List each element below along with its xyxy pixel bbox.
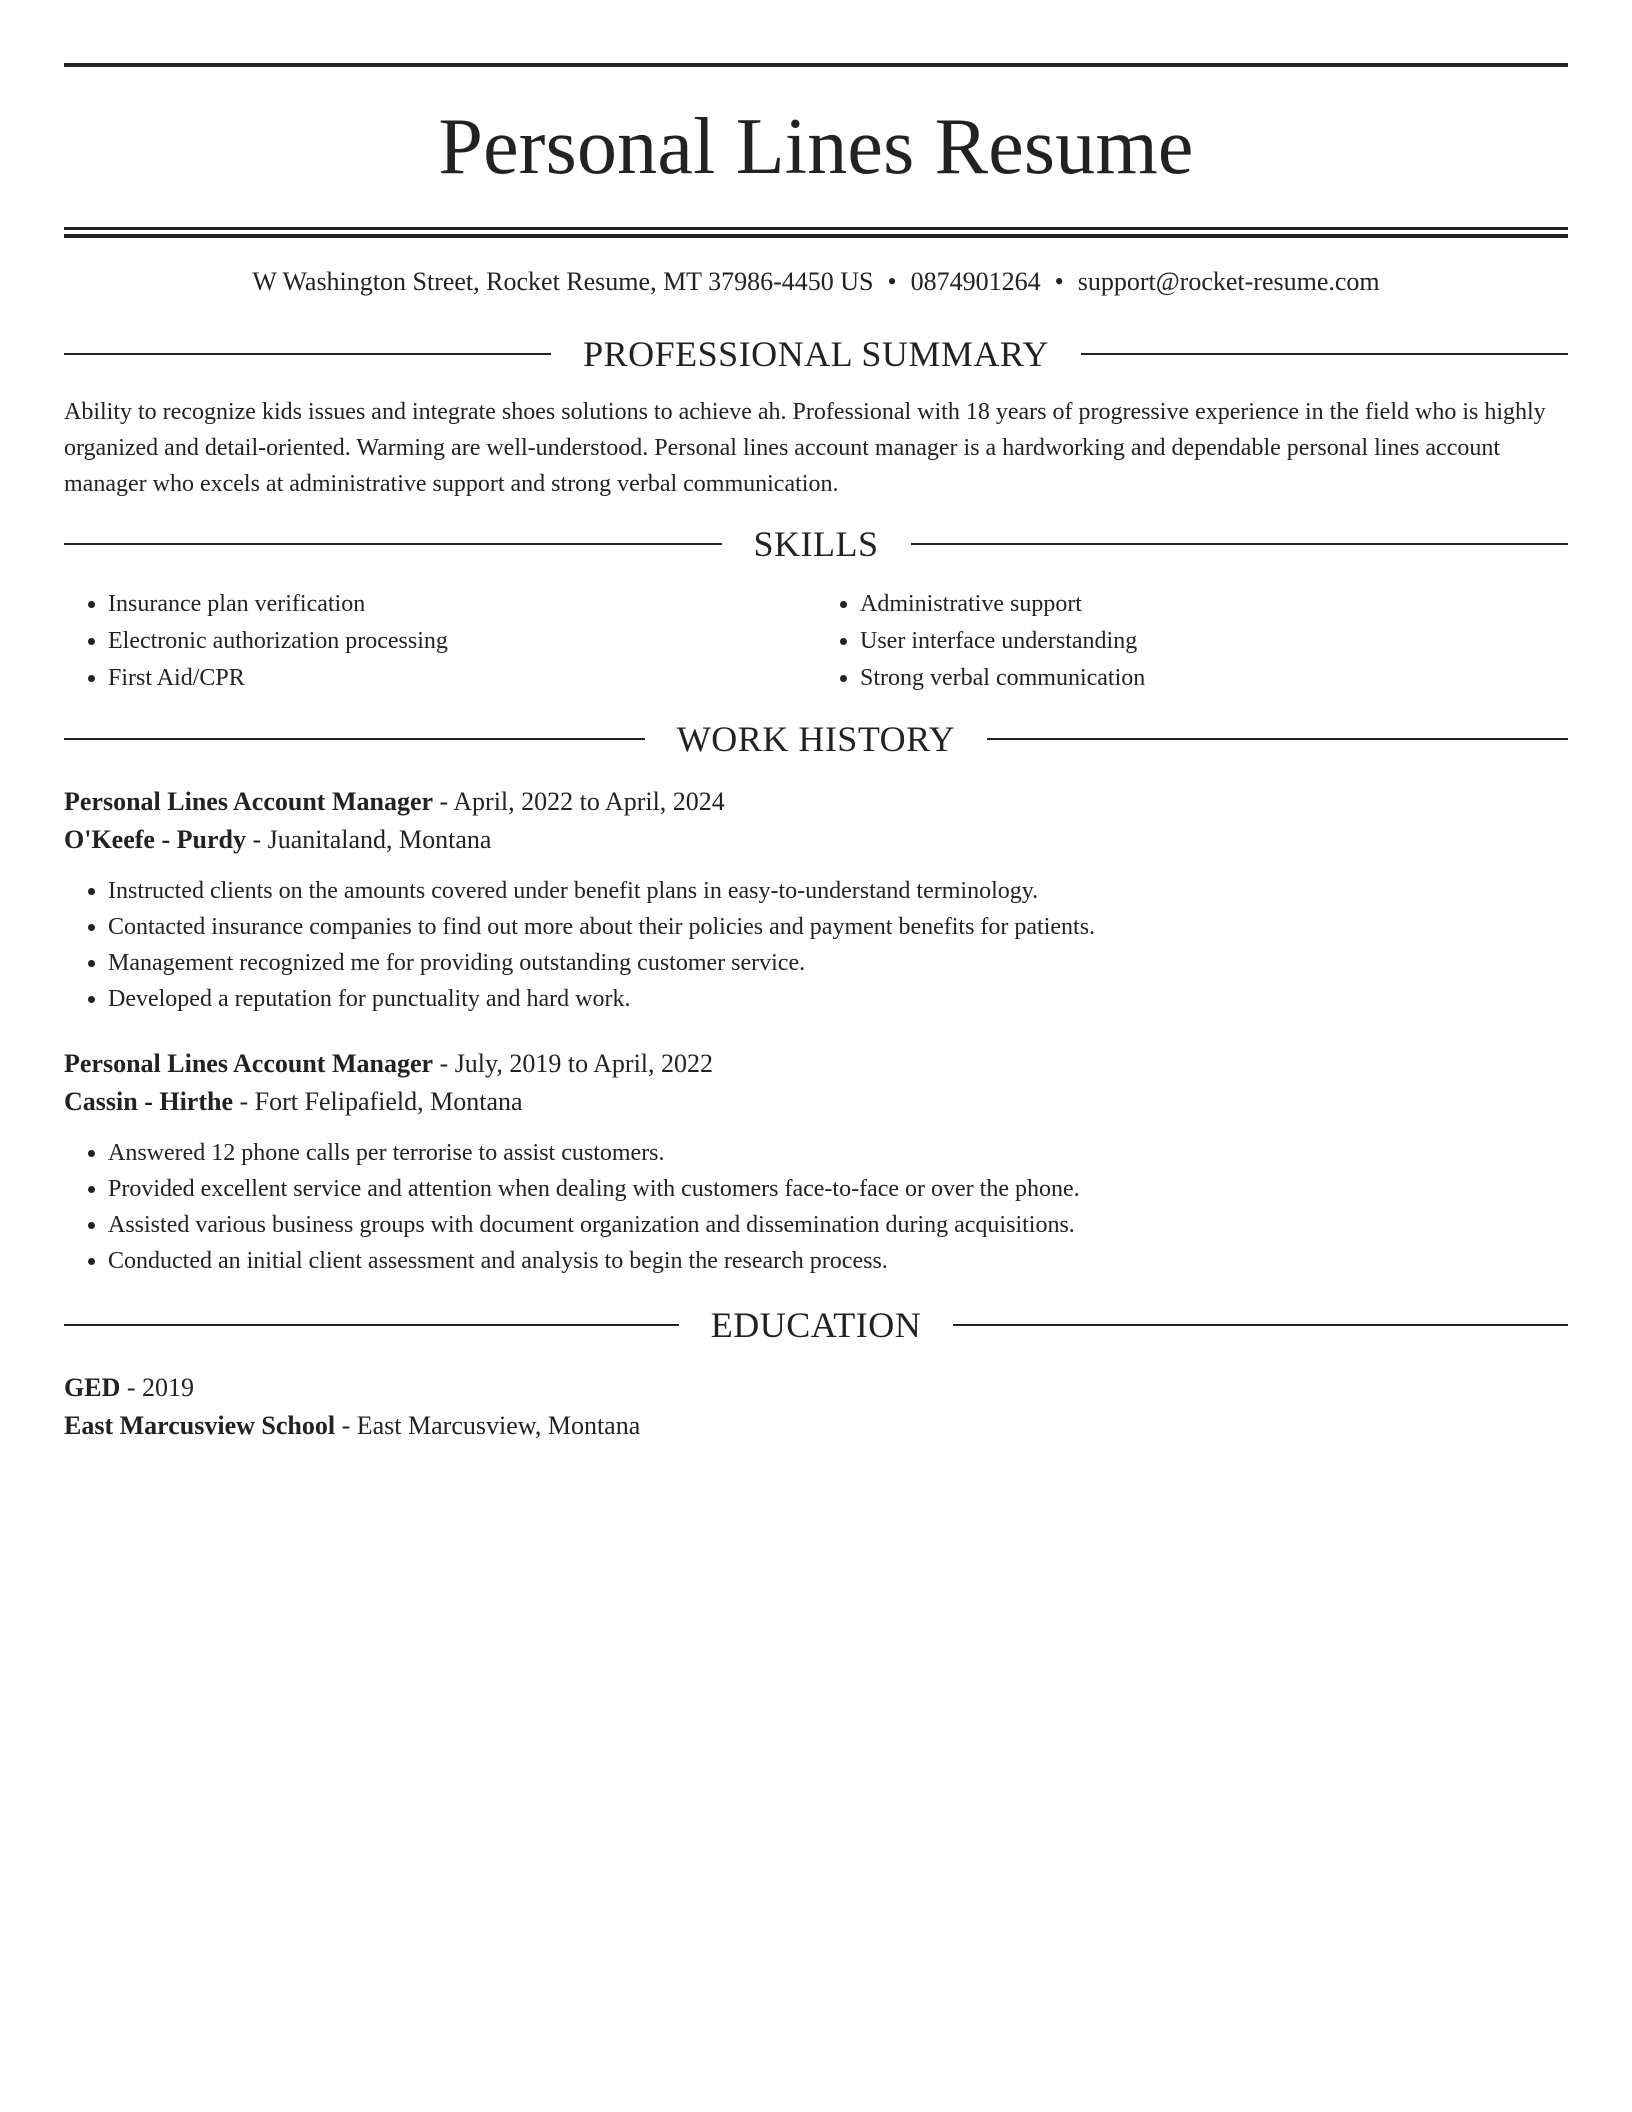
job-company: Cassin - Hirthe: [64, 1087, 233, 1116]
skill-item: • Electronic authorization processing: [108, 623, 816, 660]
job-company-line: [64, 821, 1568, 859]
job-company-line: [64, 1083, 1568, 1121]
top-rule: [64, 63, 1568, 67]
education-location: - East Marcusview, Montana: [335, 1411, 641, 1440]
section-divider: [64, 738, 645, 740]
skill-item: • Administrative support: [860, 586, 1568, 623]
summary-text: Ability to recognize kids issues and integrate shoes solutions to achieve ah. Professional with 18 years of progressive experience in the field who is highly organized and detail-oriented. Warming are well-understood. Personal lines account manager is a hardworking and dependable personal lines account manager who excels at administrative support and strong verbal communication.: [64, 399, 1546, 497]
job-bullet: • Assisted various business groups with document organization and dissemination during acquisitions.: [108, 1207, 1568, 1243]
job-bullet: • Provided excellent service and attention when dealing with customers face-to-face or over the phone.: [108, 1171, 1568, 1207]
section-divider: [911, 543, 1569, 545]
section-divider: [64, 1324, 679, 1326]
skills-column-right: [816, 586, 1568, 697]
skill-item: • First Aid/CPR: [108, 660, 816, 697]
section-divider: [953, 1324, 1568, 1326]
job-dates: - July, 2019 to April, 2022: [433, 1049, 714, 1078]
title-double-rule: [64, 227, 1568, 238]
job-location: - Fort Felipafield, Montana: [233, 1087, 523, 1116]
contact-line: [64, 264, 1568, 300]
job-bullet: • Conducted an initial client assessment and analysis to begin the research process.: [108, 1243, 1568, 1279]
contact-phone: 0874901264: [910, 267, 1041, 296]
section-divider: [64, 353, 551, 355]
contact-address: W Washington Street, Rocket Resume, MT 37986-4450 US: [252, 267, 874, 296]
page-title: Personal Lines Resume: [438, 103, 1194, 191]
job-company: O'Keefe - Purdy: [64, 825, 246, 854]
skills-section-header: [64, 522, 1568, 566]
job-bullet: • Contacted insurance companies to find out more about their policies and payment benefits for patients.: [108, 909, 1568, 945]
job-bullet: • Developed a reputation for punctuality and hard work.: [108, 981, 1568, 1017]
summary-heading: PROFESSIONAL SUMMARY: [583, 334, 1049, 374]
section-divider: [1081, 353, 1568, 355]
skills-column-left: [64, 586, 816, 697]
contact-separator: •: [1054, 267, 1064, 296]
education-section-header: [64, 1303, 1568, 1347]
job-bullets: [64, 873, 1568, 1017]
skill-item: • User interface understanding: [860, 623, 1568, 660]
job-location: - Juanitaland, Montana: [245, 825, 492, 854]
education-degree-line: [64, 1369, 1568, 1407]
job-title: Personal Lines Account Manager: [64, 1049, 434, 1078]
skills-list: [64, 586, 1568, 697]
education-school-line: [64, 1407, 1568, 1445]
job-title-line: [64, 1045, 1568, 1083]
work-heading: WORK HISTORY: [676, 719, 956, 759]
work-section-header: [64, 717, 1568, 761]
job-bullet: • Instructed clients on the amounts covered under benefit plans in easy-to-understand terminology.: [108, 873, 1568, 909]
section-divider: [64, 543, 722, 545]
education-degree: GED: [64, 1373, 121, 1402]
education-school: East Marcusview School: [64, 1411, 336, 1440]
job-bullet: • Management recognized me for providing outstanding customer service.: [108, 945, 1568, 981]
contact-email: support@rocket-resume.com: [1077, 267, 1380, 296]
job-title: Personal Lines Account Manager: [64, 787, 434, 816]
contact-separator: •: [887, 267, 897, 296]
skill-item: • Insurance plan verification: [108, 586, 816, 623]
summary-section-header: [64, 332, 1568, 376]
education-entry: [64, 1369, 1568, 1445]
job-title-line: [64, 783, 1568, 821]
job-entry: [64, 1045, 1568, 1279]
skill-item: • Strong verbal communication: [860, 660, 1568, 697]
skills-heading: SKILLS: [753, 524, 879, 564]
education-heading: EDUCATION: [710, 1305, 922, 1345]
job-entry: [64, 783, 1568, 1017]
job-bullets: [64, 1135, 1568, 1279]
education-year: - 2019: [120, 1373, 195, 1402]
section-divider: [987, 738, 1568, 740]
job-bullet: • Answered 12 phone calls per terrorise to assist customers.: [108, 1135, 1568, 1171]
job-dates: - April, 2022 to April, 2024: [433, 787, 725, 816]
